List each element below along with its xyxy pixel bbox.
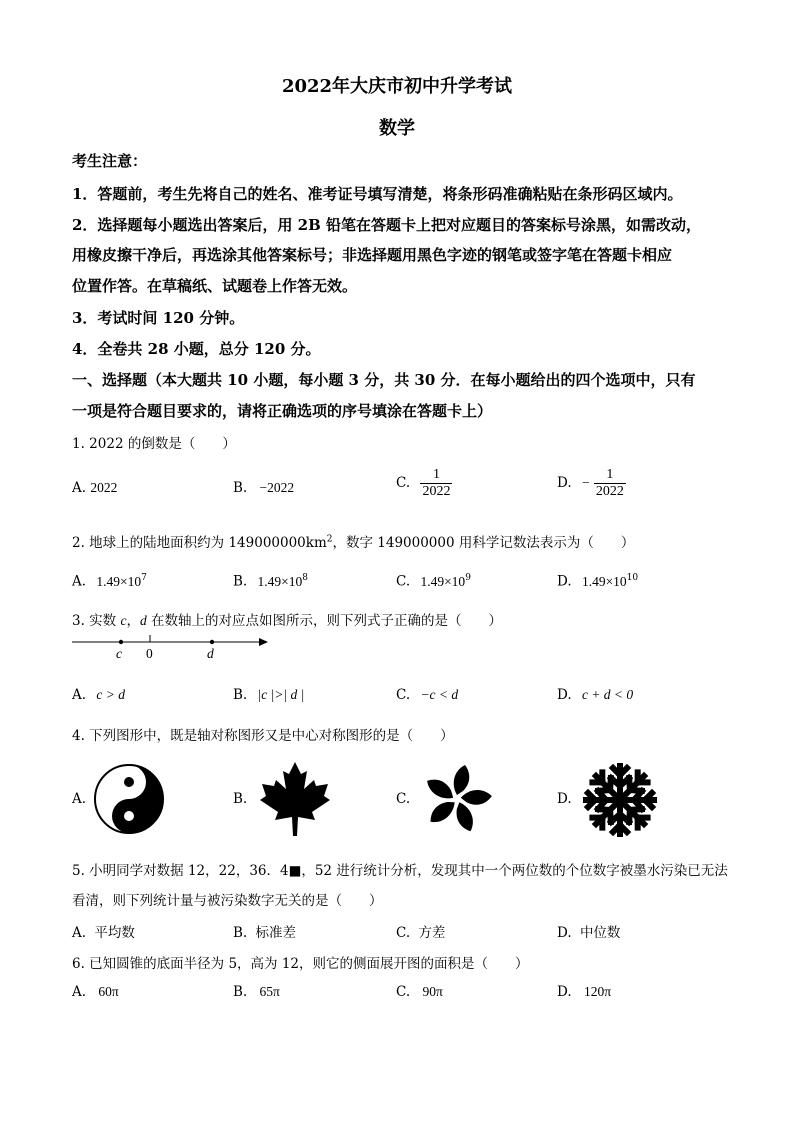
q6-option-d — [557, 984, 611, 1000]
q3-option-d-text: c + d < 0 — [581, 687, 634, 702]
q3-option-b-label: B. — [233, 687, 248, 703]
q6-option-d-label: D. — [557, 984, 572, 1000]
number-line-label-c: c — [116, 646, 122, 661]
q2-option-a-exp: 7 — [141, 573, 147, 583]
q3-option-c-label: C. — [396, 687, 411, 703]
q3-option-d — [557, 687, 633, 703]
q3-stem-post: 在数轴上的对应点如图所示，则下列式子正确的是（ ） — [151, 613, 503, 629]
number-line-label-zero: 0 — [146, 646, 153, 661]
q1-stem: 1. 2022 的倒数是（ ） — [72, 436, 236, 452]
q5-option-d-text: 中位数 — [579, 925, 621, 941]
q2-option-c-label: C. — [396, 573, 411, 590]
q6-option-c — [396, 984, 443, 1000]
snowflake-icon — [582, 762, 658, 838]
q2-option-a-base: 1.49×10 — [96, 573, 142, 589]
q2-option-b-label: B. — [233, 573, 248, 590]
q2-option-b-base: 1.49×10 — [257, 573, 303, 589]
q4-option-a-label: A. — [72, 791, 87, 807]
q1-option-d-label: D. — [557, 475, 572, 491]
notice-item-2: 2．选择题每小题选出答案后，用 2B 铅笔在答题卡上把对应题目的答案标号涂黑，如需改动， — [72, 216, 702, 234]
q6-option-b — [233, 984, 280, 1000]
q5-option-d — [557, 921, 620, 941]
maple-leaf-icon — [258, 760, 332, 838]
q3-option-a-label: A. — [72, 687, 87, 703]
section-heading: 一、选择题（本大题共 10 小题，每小题 3 分，共 30 分．在每小题给出的四个选项中，只有 — [72, 371, 696, 389]
q2-stem-pre: 2. 地球上的陆地面积约为 149000000km — [72, 535, 327, 551]
q2-option-a-label: A. — [72, 573, 87, 590]
q4-stem: 4. 下列图形中，既是轴对称图形又是中心对称图形的是（ ） — [72, 728, 454, 744]
q5-option-b — [233, 921, 296, 941]
q2-stem-post: ，数字 149000000 用科学记数法表示为（ ） — [332, 535, 635, 551]
q1-option-a-text: 2022 — [90, 480, 118, 495]
q4-option-b-label: B. — [233, 791, 248, 807]
q1-option-b-text: −2022 — [259, 480, 295, 495]
q6-stem: 6. 已知圆锥的底面半径为 5，高为 12，则它的侧面展开图的面积是（ ） — [72, 956, 529, 972]
q5-option-b-text: 标准差 — [255, 925, 297, 941]
q5-option-b-label: B. — [233, 925, 248, 941]
q5-stem: 5. 小明同学对数据 12，22，36．4■，52 进行统计分析，发现其中一个两位数的个位数字被墨水污染已无法 — [72, 863, 728, 879]
q3-option-c-text: −c < d — [420, 687, 459, 702]
q3-option-a-text: c > d — [96, 687, 125, 702]
q2-option-d-exp: 10 — [626, 573, 639, 583]
q3-stem-var-c: c — [120, 613, 127, 628]
q1-option-d-denominator: 2022 — [595, 484, 624, 499]
q3-option-a — [72, 687, 125, 703]
q2-option-b-exp: 8 — [302, 573, 308, 583]
q3-stem-pre: 3. 实数 — [72, 613, 117, 629]
q6-option-b-text: 65π — [259, 984, 280, 999]
exam-title: 2022年大庆市初中升学考试 — [281, 76, 513, 97]
q4-option-d-label: D. — [557, 791, 572, 807]
q2-option-c-exp: 9 — [465, 573, 471, 583]
q1-option-b-label: B. — [233, 480, 248, 496]
q5-option-a-text: 平均数 — [94, 925, 135, 941]
notice-item-2-end: 位置作答。在草稿纸、试题卷上作答无效。 — [72, 277, 358, 295]
notice-item-3: 3．考试时间 120 分钟。 — [72, 309, 245, 327]
number-line-label-d: d — [207, 646, 214, 661]
q3-option-b-text: |c |>| d | — [257, 687, 305, 702]
q3-option-c — [396, 687, 458, 703]
section-heading-cont: 一项是符合题目要求的，请将正确选项的序号填涂在答题卡上） — [72, 402, 493, 420]
bauhinia-flower-icon — [420, 762, 494, 836]
notice-item-2-cont: 用橡皮擦干净后，再选涂其他答案标号；非选择题用黑色字迹的钢笔或签字笔在答题卡相应 — [72, 246, 673, 264]
q1-option-d-numerator: 1 — [606, 467, 614, 482]
q2-option-c-base: 1.49×10 — [420, 573, 466, 589]
q5-option-c-text: 方差 — [418, 925, 446, 941]
q3-stem-var-d: d — [139, 613, 147, 628]
q1-option-c-numerator: 1 — [432, 467, 440, 482]
notice-item-4: 4．全卷共 28 小题，总分 120 分。 — [72, 340, 321, 358]
q1-option-a-label: A. — [72, 480, 87, 496]
q2-option-d-base: 1.49×10 — [581, 573, 627, 589]
q5-option-a-label: A. — [72, 925, 87, 941]
q3-stem-sep: ， — [126, 613, 140, 629]
q6-option-b-label: B. — [233, 984, 248, 1000]
notice-heading: 考生注意： — [72, 152, 148, 170]
q5-option-a — [72, 921, 135, 941]
q2-stem-sup: 2 — [326, 534, 333, 545]
q6-option-c-text: 90π — [422, 984, 443, 999]
q5-stem-cont: 看清，则下列统计量与被污染数字无关的是（ ） — [72, 893, 383, 909]
q3-option-d-label: D. — [557, 687, 572, 703]
yin-yang-icon — [93, 763, 165, 835]
q5-option-c — [396, 921, 445, 941]
q3-option-b — [233, 687, 304, 703]
q5-option-d-label: D. — [557, 925, 572, 941]
number-line-arrow — [259, 638, 268, 646]
q6-option-a-text: 60π — [98, 984, 119, 999]
number-line-point-c — [119, 640, 123, 644]
exam-subject: 数学 — [379, 118, 415, 139]
q1-option-c-denominator: 2022 — [422, 484, 451, 499]
q6-option-a-label: A. — [72, 984, 87, 1000]
q1-option-d-sign: − — [581, 475, 590, 490]
notice-item-1: 1．答题前，考生先将自己的姓名、准考证号填写清楚，将条形码准确粘贴在条形码区域内。 — [72, 185, 683, 203]
q6-option-a — [72, 984, 119, 1000]
q2-option-d-label: D. — [557, 573, 572, 590]
q4-option-c-label: C. — [396, 791, 411, 807]
number-line-point-d — [210, 640, 214, 644]
q6-option-c-label: C. — [396, 984, 411, 1000]
q5-option-c-label: C. — [396, 925, 411, 941]
q6-option-d-text: 120π — [583, 984, 612, 999]
q1-option-c-label: C. — [396, 475, 411, 491]
